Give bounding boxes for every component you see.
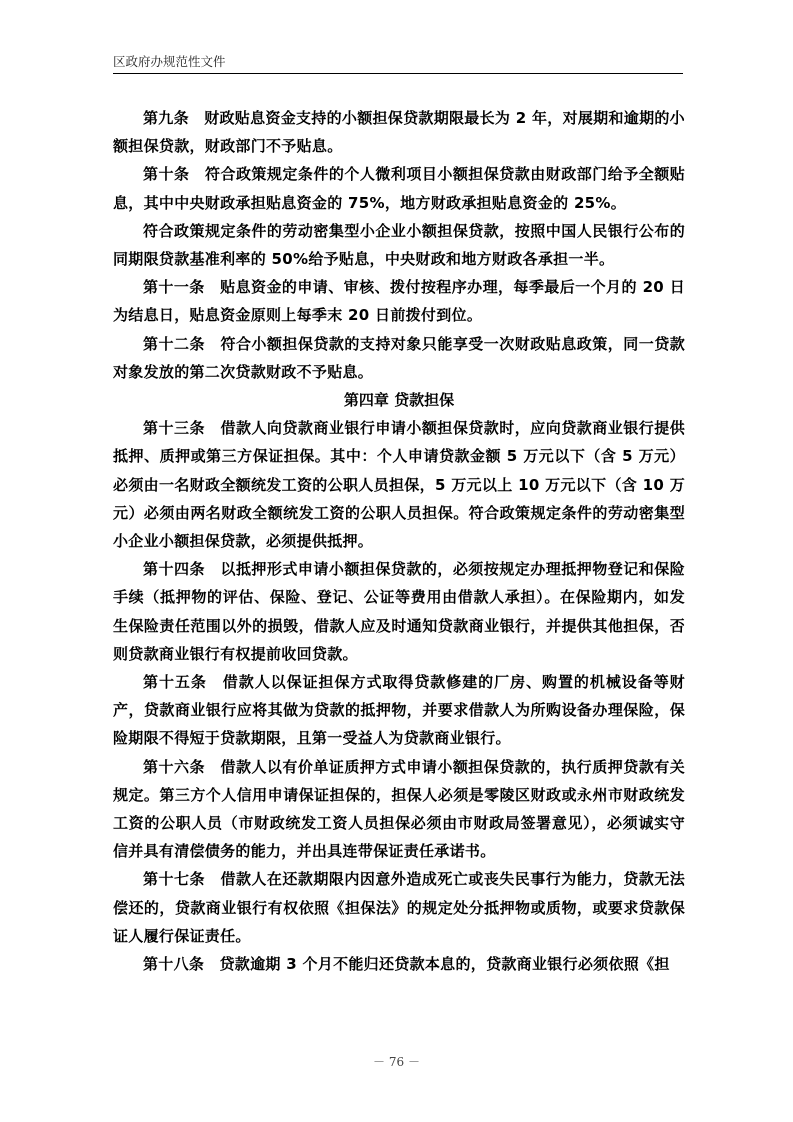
document-body (113, 104, 685, 978)
chapter-heading: 第四章 贷款担保 (343, 391, 455, 410)
article-18: 第十八条 贷款逾期 3 个月不能归还贷款本息的，贷款商业银行必须依照《担 (143, 955, 670, 974)
page-number: － 76 － (373, 1055, 420, 1069)
article-10-clause-2: 符合政策规定条件的劳动密集型小企业小额担保贷款，按照中国人民银行公布的同期限贷款基准利率的 50%给予贴息，中央财政和地方财政各承担一半。 (113, 221, 685, 269)
article-13: 第十三条 借款人向贷款商业银行申请小额担保贷款时，应向贷款商业银行提供抵押、质押或第三方保证担保。其中：个人申请贷款金额 5 万元以下（含 5 万元）必须由一名财政全额统发工资的公职人员担保，5 万元以上 10 万元以下（含 10 万元）必须由两名财政全额统发工资的公职人员担保。符合政策规定条件的劳动密集型小企业小额担保贷款，必须提供抵押。 (113, 419, 685, 551)
header-title: 区政府办规范性文件 (113, 54, 226, 69)
article-17: 第十七条 借款人在还款期限内因意外造成死亡或丧失民事行为能力，贷款无法偿还的，贷款商业银行有权依照《担保法》的规定处分抵押物或质物，或要求贷款保证人履行保证责任。 (113, 870, 685, 945)
article-9: 第九条 财政贴息资金支持的小额担保贷款期限最长为 2 年，对展期和逾期的小额担保贷款，财政部门不予贴息。 (113, 109, 685, 156)
page-header (113, 49, 683, 74)
article-11: 第十一条 贴息资金的申请、审核、拨付按程序办理，每季最后一个月的 20 日为结息日，贴息资金原则上每季末 20 日前拨付到位。 (113, 278, 685, 325)
article-12: 第十二条 符合小额担保贷款的支持对象只能享受一次财政贴息政策，同一贷款对象发放的第二次贷款财政不予贴息。 (113, 334, 685, 381)
article-15: 第十五条 借款人以保证担保方式取得贷款修建的厂房、购置的机械设备等财产，贷款商业银行应将其做为贷款的抵押物，并要求借款人为所购设备办理保险，保险期限不得短于贷款期限，且第一受益人为贷款商业银行。 (113, 673, 685, 748)
article-10: 第十条 符合政策规定条件的个人微利项目小额担保贷款由财政部门给予全额贴息，其中中央财政承担贴息资金的 75%，地方财政承担贴息资金的 25%。 (113, 165, 685, 212)
article-16: 第十六条 借款人以有价单证质押方式申请小额担保贷款的，执行质押贷款有关规定。第三方个人信用申请保证担保的，担保人必须是零陵区财政或永州市财政统发工资的公职人员（市财政统发工资人员担保必须由市财政局签署意见），必须诚实守信并具有清偿债务的能力，并出具连带保证责任承诺书。 (113, 757, 685, 861)
article-14: 第十四条 以抵押形式申请小额担保贷款的，必须按规定办理抵押物登记和保险手续（抵押物的评估、保险、登记、公证等费用由借款人承担）。在保险期内，如发生保险责任范围以外的损毁，借款人应及时通知贷款商业银行，并提供其他担保，否则贷款商业银行有权提前收回贷款。 (113, 560, 685, 663)
